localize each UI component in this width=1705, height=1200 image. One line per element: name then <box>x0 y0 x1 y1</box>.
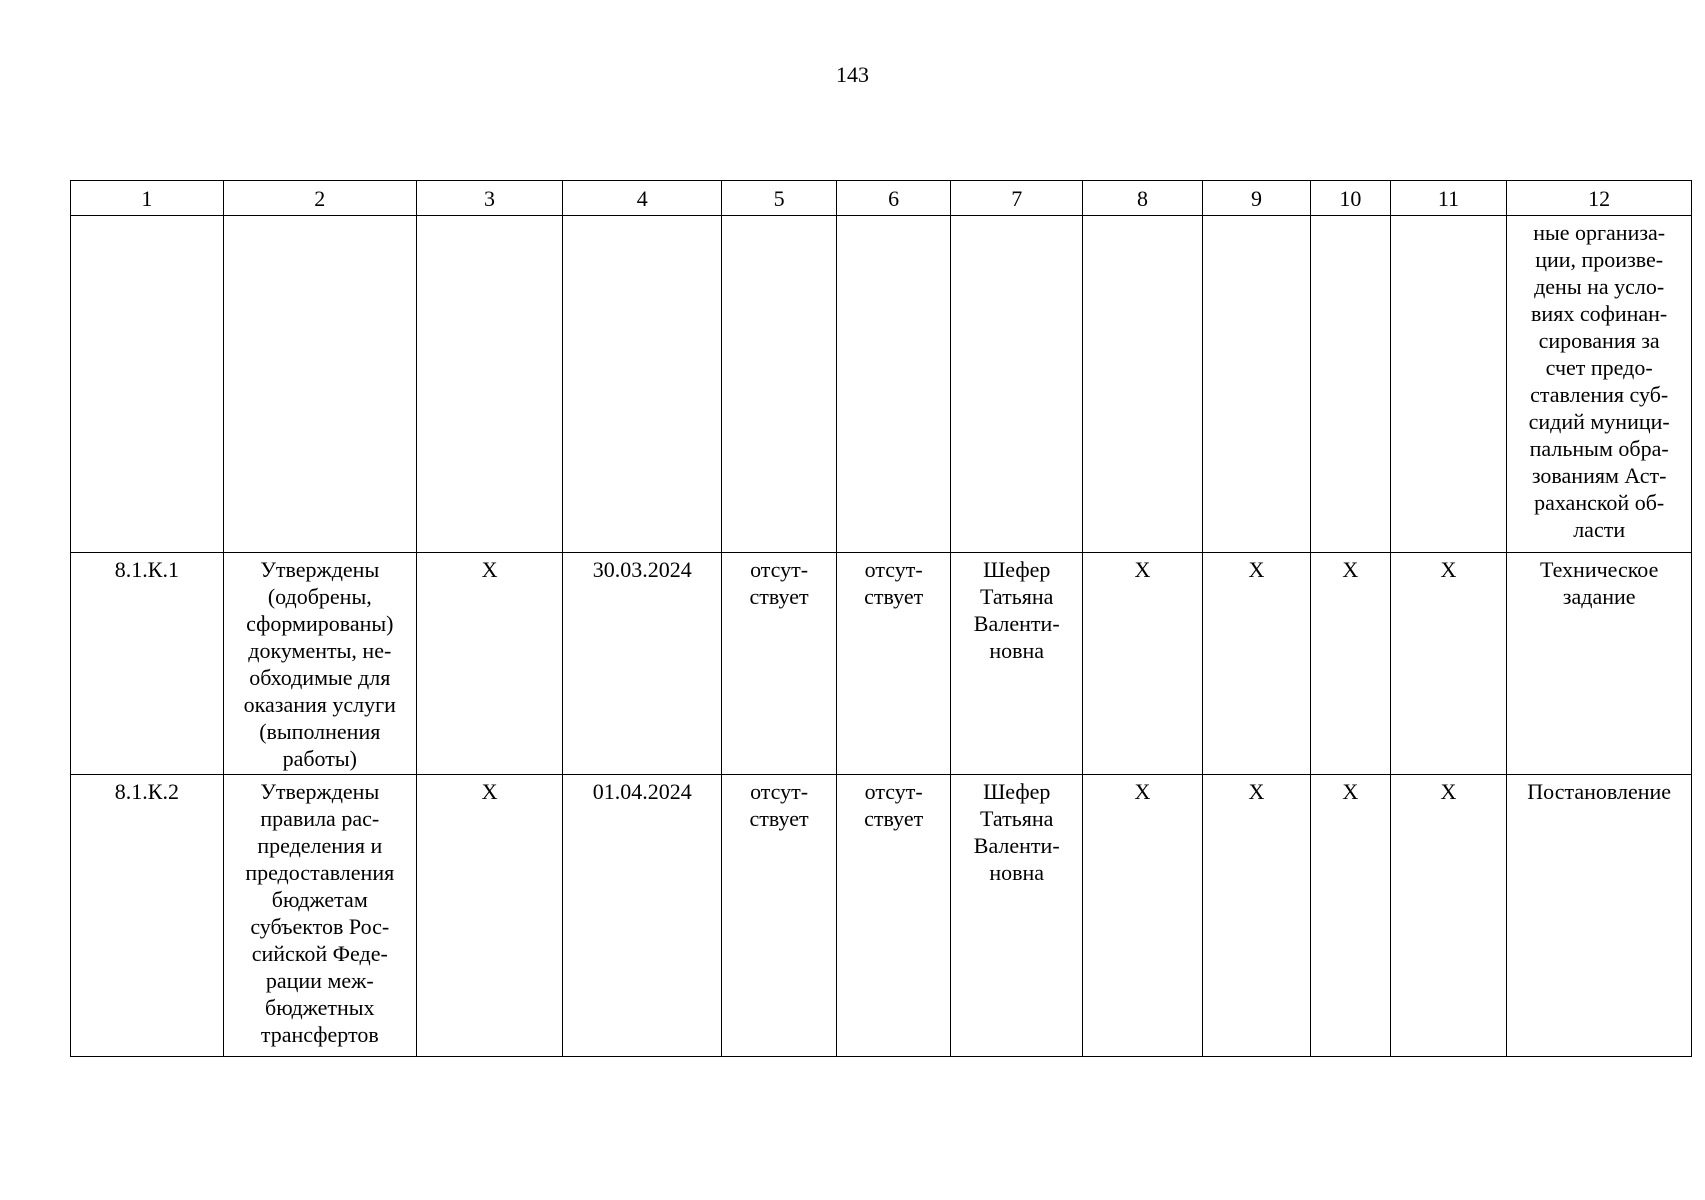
column-header: 11 <box>1390 181 1507 216</box>
column-header: 7 <box>951 181 1083 216</box>
text-line: счет предо- <box>1545 355 1653 380</box>
text-line: виях софинан- <box>1531 301 1668 326</box>
table-cell <box>1202 216 1310 553</box>
table-cell <box>416 216 562 553</box>
text-line: Татьяна <box>980 806 1054 831</box>
text-line: трансфертов <box>260 1022 379 1047</box>
table-cell: X <box>1390 775 1507 1057</box>
table-cell: X <box>416 553 562 775</box>
column-header: 4 <box>563 181 722 216</box>
column-header: 9 <box>1202 181 1310 216</box>
table-cell: X <box>1311 775 1391 1057</box>
table-cell: X <box>1083 553 1203 775</box>
column-header: 5 <box>722 181 837 216</box>
column-header: 1 <box>71 181 224 216</box>
text-line: работы) <box>282 746 357 771</box>
text-line: ствует <box>749 584 809 609</box>
text-line: ные организа- <box>1533 220 1666 245</box>
table-cell <box>836 216 951 553</box>
text-line: Техническое <box>1539 557 1659 582</box>
table-cell: X <box>1311 553 1391 775</box>
text-line: документы, не- <box>248 638 392 663</box>
text-line: субъектов Рос- <box>250 914 390 939</box>
text-line: Шефер <box>983 779 1051 804</box>
table-cell <box>836 553 951 775</box>
text-line: Валенти- <box>973 611 1060 636</box>
table-cell: X <box>1202 775 1310 1057</box>
text-line: отсут- <box>750 557 809 582</box>
row-code: 8.1.К.1 <box>71 553 224 775</box>
table-cell: X <box>1390 553 1507 775</box>
text-line: ции, произве- <box>1535 247 1664 272</box>
text-line: Постановление <box>1527 779 1672 804</box>
text-line: дены на усло- <box>1534 274 1665 299</box>
text-line: (одобрены, <box>267 584 372 609</box>
column-header: 3 <box>416 181 562 216</box>
page-number: 143 <box>836 62 869 87</box>
text-line: Валенти- <box>973 833 1060 858</box>
table-row <box>71 553 1692 775</box>
row-date: 01.04.2024 <box>563 775 722 1057</box>
column-header: 10 <box>1311 181 1391 216</box>
table-cell <box>1311 216 1391 553</box>
text-line: рации меж- <box>265 968 374 993</box>
row-code: 8.1.К.2 <box>71 775 224 1057</box>
text-line: новна <box>989 860 1045 885</box>
row-responsible <box>951 775 1083 1057</box>
text-line: правила рас- <box>260 806 380 831</box>
text-line: бюджетам <box>271 887 368 912</box>
row-responsible <box>951 553 1083 775</box>
text-line: (выполнения <box>259 719 381 744</box>
text-line: обходимые для <box>249 665 391 690</box>
text-line: сформированы) <box>246 611 394 636</box>
text-line: ствует <box>749 806 809 831</box>
continuation-text-cell <box>1507 216 1692 553</box>
text-line: ствует <box>864 806 924 831</box>
table-cell <box>71 216 224 553</box>
text-line: ласти <box>1573 517 1626 542</box>
table-cell: X <box>416 775 562 1057</box>
table-cell <box>223 216 416 553</box>
text-line: сийской Феде- <box>251 941 388 966</box>
table-cell: X <box>1083 775 1203 1057</box>
text-line: отсут- <box>750 779 809 804</box>
text-line: предоставления <box>245 860 395 885</box>
row-date: 30.03.2024 <box>563 553 722 775</box>
table-row <box>71 775 1692 1057</box>
document-table <box>70 180 1692 1057</box>
table-cell <box>563 216 722 553</box>
column-header: 2 <box>223 181 416 216</box>
row-name <box>223 553 416 775</box>
column-header: 8 <box>1083 181 1203 216</box>
column-header: 12 <box>1507 181 1692 216</box>
text-line: Шефер <box>983 557 1051 582</box>
text-line: новна <box>989 638 1045 663</box>
text-line: зованиям Аст- <box>1531 463 1667 488</box>
row-document <box>1507 775 1692 1057</box>
text-line: сирования за <box>1538 328 1660 353</box>
row-document <box>1507 553 1692 775</box>
table-cell: X <box>1202 553 1310 775</box>
table-cell <box>722 775 837 1057</box>
row-name <box>223 775 416 1057</box>
text-line: пальным обра- <box>1529 436 1669 461</box>
text-line: Татьяна <box>980 584 1054 609</box>
table-cell <box>722 553 837 775</box>
text-line: пределения и <box>257 833 383 858</box>
text-line: ставления суб- <box>1530 382 1669 407</box>
table-row-continuation <box>71 216 1692 553</box>
text-line: бюджетных <box>265 995 375 1020</box>
table-cell <box>1390 216 1507 553</box>
text-line: задание <box>1562 584 1636 609</box>
text-line: отсут- <box>864 557 923 582</box>
table-cell <box>836 775 951 1057</box>
text-line: ствует <box>864 584 924 609</box>
text-line: Утверждены <box>260 557 380 582</box>
table-header-row <box>71 181 1692 216</box>
text-line: раханской об- <box>1534 490 1665 515</box>
text-line: оказания услуги <box>243 692 396 717</box>
table-cell <box>722 216 837 553</box>
text-line: Утверждены <box>260 779 380 804</box>
column-header: 6 <box>836 181 951 216</box>
text-line: отсут- <box>864 779 923 804</box>
table-cell <box>951 216 1083 553</box>
table-cell <box>1083 216 1203 553</box>
text-line: сидий муници- <box>1528 409 1670 434</box>
